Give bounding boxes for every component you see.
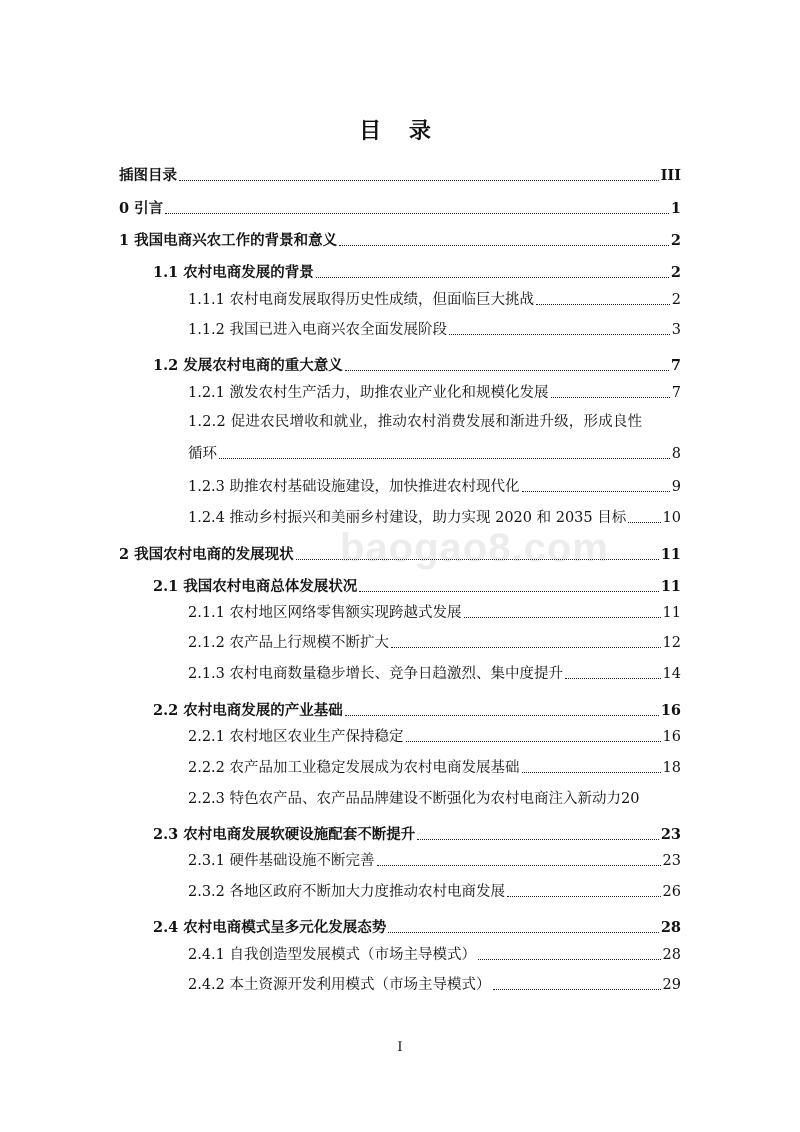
leader-dots xyxy=(522,490,670,492)
toc-entry-page: 18 xyxy=(662,760,681,776)
toc-entry-label: 2.2.2 农产品加工业稳定发展成为农村电商发展基础 xyxy=(188,760,520,776)
toc-entry-label: 1.2.2 促进农民增收和就业，推动农村消费发展和渐进升级，形成良性 xyxy=(188,414,643,430)
toc-entry-page: 7 xyxy=(671,385,681,401)
toc-entry-label: 1.2 发展农村电商的重大意义 xyxy=(153,357,343,374)
toc-entry[interactable] xyxy=(188,290,681,310)
toc-entry[interactable] xyxy=(188,412,681,464)
leader-dots xyxy=(493,988,661,990)
leader-dots xyxy=(391,646,661,648)
toc-entry[interactable] xyxy=(153,701,681,721)
toc-entry-label: 2.1.2 农产品上行规模不断扩大 xyxy=(188,635,390,651)
toc-entry[interactable] xyxy=(188,882,681,902)
toc-entry-label: 1.2.4 推动乡村振兴和美丽乡村建设，助力实现 2020 和 2035 目标 xyxy=(188,510,627,526)
leader-dots xyxy=(345,369,669,371)
toc-entry-page: 1 xyxy=(670,200,681,217)
toc-entry-page: 16 xyxy=(662,729,681,745)
toc-entry[interactable] xyxy=(188,975,681,995)
toc-entry-page: 11 xyxy=(660,578,681,595)
toc-entry-page: 26 xyxy=(662,884,681,900)
leader-dots xyxy=(522,771,661,773)
toc-entry-page: 2 xyxy=(671,292,681,308)
toc-entry-page: 23 xyxy=(662,853,681,869)
leader-dots xyxy=(179,179,659,181)
toc-entry-label: 2.1 我国农村电商总体发展状况 xyxy=(153,578,358,595)
toc-entry-page: 11 xyxy=(662,605,681,621)
watermark: baogao8.com xyxy=(340,526,609,570)
toc-entry-page: 7 xyxy=(670,357,681,374)
toc-entry-continuation xyxy=(188,444,681,464)
leader-dots xyxy=(296,558,659,560)
toc-entry[interactable] xyxy=(188,664,681,684)
toc-entry-label: 2.2.3 特色农产品、农产品品牌建设不断强化为农村电商注入新动力 xyxy=(188,791,622,807)
toc-entry[interactable] xyxy=(153,918,681,938)
toc-entry[interactable] xyxy=(188,758,681,778)
toc-entry[interactable] xyxy=(188,945,681,965)
toc-entry-page: 23 xyxy=(660,826,681,843)
leader-dots xyxy=(345,714,659,716)
toc-entry-label: 2 我国农村电商的发展现状 xyxy=(119,546,294,563)
toc-entry-label: 1.1 农村电商发展的背景 xyxy=(153,264,314,281)
toc-entry[interactable] xyxy=(188,508,681,528)
toc-entry[interactable] xyxy=(188,851,681,871)
toc-entry-page: 28 xyxy=(662,947,681,963)
toc-entry-label: 1.1.2 我国已进入电商兴农全面发展阶段 xyxy=(188,322,448,338)
leader-dots xyxy=(339,244,669,246)
leader-dots xyxy=(628,521,660,523)
leader-dots xyxy=(359,590,659,592)
toc-entry-label: 插图目录 xyxy=(119,167,177,184)
toc-entry[interactable] xyxy=(188,477,681,497)
toc-entry[interactable] xyxy=(188,320,681,340)
toc-entry-page: 16 xyxy=(660,702,681,719)
toc-entry[interactable] xyxy=(188,633,681,653)
toc-entry[interactable] xyxy=(153,577,681,597)
toc-entry[interactable] xyxy=(119,199,681,219)
toc-entry-label: 2.2.1 农村地区农业生产保持稳定 xyxy=(188,729,404,745)
page-title: 目 录 xyxy=(359,118,441,144)
toc-entry[interactable] xyxy=(119,166,681,186)
toc-entry-page: 3 xyxy=(671,322,681,338)
toc-entry-page: 28 xyxy=(660,919,681,936)
toc-entry-page: 9 xyxy=(671,479,681,495)
toc-entry-label: 2.3 农村电商发展软硬设施配套不断提升 xyxy=(153,826,416,843)
toc-entry-page: 2 xyxy=(670,232,681,249)
toc-entry-page: III xyxy=(660,167,681,184)
toc-entry-page: 14 xyxy=(662,666,681,682)
leader-dots xyxy=(219,457,670,459)
leader-dots xyxy=(551,396,670,398)
toc-entry-label: 1.2.1 激发农村生产活力，助推农业产业化和规模化发展 xyxy=(188,385,549,401)
toc-entry[interactable] xyxy=(188,727,681,747)
leader-dots xyxy=(377,864,661,866)
toc-entry-label: 2.3.1 硬件基础设施不断完善 xyxy=(188,853,375,869)
leader-dots xyxy=(507,895,661,897)
leader-dots xyxy=(536,303,670,305)
toc-entry-label-cont: 循环 xyxy=(188,446,217,462)
toc-entry[interactable] xyxy=(119,545,681,565)
toc-entry[interactable] xyxy=(188,603,681,623)
toc-entry-label: 2.4 农村电商模式呈多元化发展态势 xyxy=(153,919,387,936)
toc-entry-label: 2.1.3 农村电商数量稳步增长、竞争日趋激烈、集中度提升 xyxy=(188,666,564,682)
toc-entry[interactable] xyxy=(153,825,681,845)
toc-entry-label: 1.1.1 农村电商发展取得历史性成绩，但面临巨大挑战 xyxy=(188,292,535,308)
leader-dots xyxy=(417,838,659,840)
toc-entry-page: 20 xyxy=(621,791,640,807)
toc-entry[interactable] xyxy=(188,383,681,403)
toc-entry[interactable] xyxy=(188,789,681,809)
toc-entry-label: 2.1.1 农村地区网络零售额实现跨越式发展 xyxy=(188,605,462,621)
leader-dots xyxy=(406,740,661,742)
toc-entry-label: 1 我国电商兴农工作的背景和意义 xyxy=(119,232,338,249)
toc-entry-page: 11 xyxy=(660,546,681,563)
toc-entry[interactable] xyxy=(153,263,681,283)
page-number: I xyxy=(397,1040,403,1055)
toc-entry-label: 0 引言 xyxy=(119,200,164,217)
toc-entry-page: 12 xyxy=(662,635,681,651)
toc-entry-page: 10 xyxy=(662,510,681,526)
leader-dots xyxy=(449,333,670,335)
toc-entry-label: 2.2 农村电商发展的产业基础 xyxy=(153,702,343,719)
leader-dots xyxy=(316,276,669,278)
leader-dots xyxy=(464,616,661,618)
leader-dots xyxy=(478,958,661,960)
toc-entry[interactable] xyxy=(119,231,681,251)
toc-entry-label: 2.3.2 各地区政府不断加大力度推动农村电商发展 xyxy=(188,884,506,900)
leader-dots xyxy=(388,931,659,933)
toc-entry-label: 2.4.1 自我创造型发展模式（市场主导模式） xyxy=(188,947,477,963)
leader-dots xyxy=(165,212,669,214)
toc-entry-page: 2 xyxy=(670,264,681,281)
toc-entry-label: 1.2.3 助推农村基础设施建设，加快推进农村现代化 xyxy=(188,479,520,495)
leader-dots xyxy=(565,677,661,679)
toc-entry[interactable] xyxy=(153,356,681,376)
toc-entry-label: 2.4.2 本土资源开发利用模式（市场主导模式） xyxy=(188,977,491,993)
toc-entry-page: 29 xyxy=(662,977,681,993)
toc-entry-page: 8 xyxy=(671,446,681,462)
